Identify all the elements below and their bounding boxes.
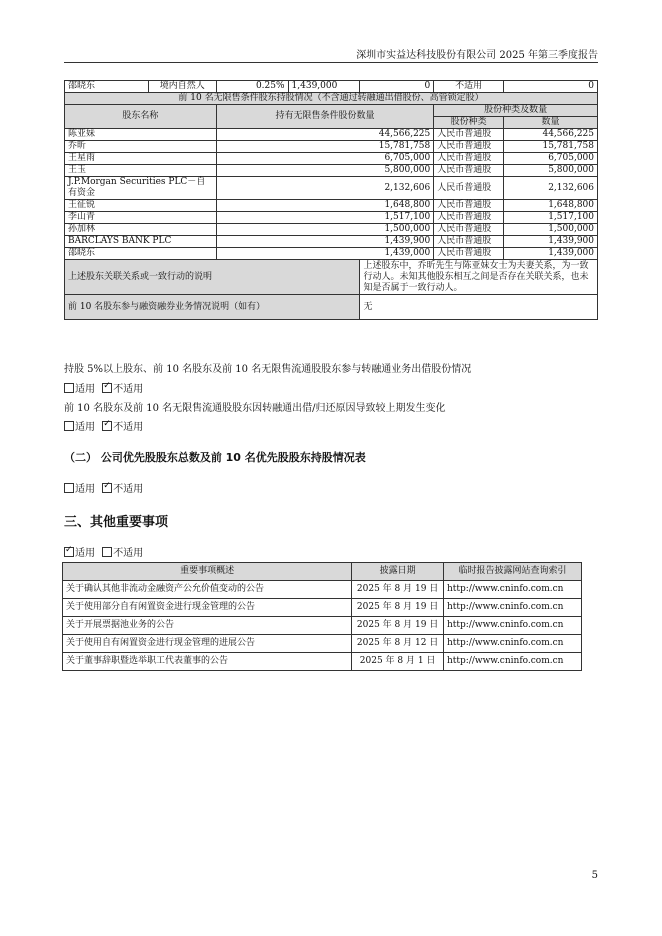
holder-kind-qty: 1,648,800 xyxy=(504,200,598,212)
matter-date: 2025 年 8 月 19 日 xyxy=(352,617,444,635)
table-header-row xyxy=(63,563,582,581)
holder-kind-qty: 5,800,000 xyxy=(504,165,598,177)
matter-url: http://www.cninfo.com.cn xyxy=(444,581,582,599)
section2-options xyxy=(64,480,143,495)
table-row xyxy=(63,581,582,599)
matter-date: 2025 年 8 月 1 日 xyxy=(352,653,444,671)
holder-name: BARCLAYS BANK PLC xyxy=(65,236,217,248)
checkbox-not-applicable-checked xyxy=(102,483,112,493)
section3-title: 三、其他重要事项 xyxy=(64,515,169,530)
table-row xyxy=(63,617,582,635)
holder-kind-qty: 1,439,000 xyxy=(504,248,598,260)
top-row-type: 境内自然人 xyxy=(148,81,216,93)
table-row xyxy=(63,635,582,653)
table-row xyxy=(65,200,598,212)
holder-kind: 人民币普通股 xyxy=(434,248,504,260)
holder-qty: 1,648,800 xyxy=(216,200,434,212)
holder-kind: 人民币普通股 xyxy=(434,129,504,141)
holder-qty: 44,566,225 xyxy=(216,129,434,141)
holder-name: 王征锐 xyxy=(65,200,217,212)
table-row xyxy=(65,260,598,295)
relation-label: 上述股东关联关系或一致行动的说明 xyxy=(65,260,360,295)
top-row-pledged: 0 xyxy=(360,81,434,93)
table-header-row xyxy=(65,105,598,117)
margin-text: 无 xyxy=(360,295,598,320)
holder-kind: 人民币普通股 xyxy=(434,200,504,212)
holder-kind-qty: 1,439,900 xyxy=(504,236,598,248)
matter-url: http://www.cninfo.com.cn xyxy=(444,653,582,671)
table-row xyxy=(65,153,598,165)
top-10-unrestricted-holders-table xyxy=(64,80,598,320)
matter-url: http://www.cninfo.com.cn xyxy=(444,617,582,635)
option-not-applicable: 不适用 xyxy=(113,484,144,495)
header-divider xyxy=(64,62,598,63)
holder-name: 王玉 xyxy=(65,165,217,177)
important-matters-table xyxy=(62,562,582,671)
matter-date: 2025 年 8 月 19 日 xyxy=(352,599,444,617)
page-number: 5 xyxy=(591,870,598,881)
matter-summary: 关于董事辞职暨选举职工代表董事的公告 xyxy=(63,653,352,671)
option-not-applicable: 不适用 xyxy=(113,422,144,433)
matter-date: 2025 年 8 月 12 日 xyxy=(352,635,444,653)
change-note: 前 10 名股东及前 10 名无限售流通股股东因转融通出借/归还原因导致较上期发生变化 xyxy=(64,403,446,414)
holder-name: 乔昕 xyxy=(65,141,217,153)
option-applicable: 适用 xyxy=(75,384,95,395)
option-applicable: 适用 xyxy=(75,548,95,559)
holder-name: 邵晓东 xyxy=(65,248,217,260)
holder-kind: 人民币普通股 xyxy=(434,153,504,165)
relation-text: 上述股东中，乔昕先生与陈亚妹女士为夫妻关系，为一致行动人。未知其他股东相互之间是否存在关联关系，也未知是否属于一致行动人。 xyxy=(360,260,598,295)
matter-url: http://www.cninfo.com.cn xyxy=(444,599,582,617)
holder-name: 王星雨 xyxy=(65,153,217,165)
holder-qty: 6,705,000 xyxy=(216,153,434,165)
table-row xyxy=(65,177,598,200)
table-title-row xyxy=(65,93,598,105)
holder-qty: 2,132,606 xyxy=(216,177,434,200)
table-title: 前 10 名无限售条件股东持股情况（不含通过转融通出借股份、高管锁定股） xyxy=(65,93,598,105)
holder-kind: 人民币普通股 xyxy=(434,165,504,177)
option-applicable: 适用 xyxy=(75,422,95,433)
holder-kind: 人民币普通股 xyxy=(434,212,504,224)
option-applicable: 适用 xyxy=(75,484,95,495)
holder-kind-qty: 1,517,100 xyxy=(504,212,598,224)
option-not-applicable: 不适用 xyxy=(113,384,144,395)
section3-options xyxy=(64,544,143,559)
table-row xyxy=(63,653,582,671)
holder-qty: 1,500,000 xyxy=(216,224,434,236)
holder-name: 李山青 xyxy=(65,212,217,224)
col-summary: 重要事项概述 xyxy=(63,563,352,581)
top-row-status: 不适用 xyxy=(434,81,504,93)
holder-qty: 1,439,000 xyxy=(216,248,434,260)
table-row xyxy=(65,224,598,236)
holder-kind-qty: 44,566,225 xyxy=(504,129,598,141)
change-options xyxy=(64,418,143,433)
checkbox-not-applicable-checked xyxy=(102,383,112,393)
top-row-shares: 1,439,000 xyxy=(288,81,360,93)
report-header-title: 深圳市实益达科技股份有限公司 2025 年第三季度报告 xyxy=(356,50,598,61)
lending-note: 持股 5%以上股东、前 10 名股东及前 10 名无限售流通股股东参与转融通业务出借股份情况 xyxy=(64,364,472,375)
top-row-name: 邵晓东 xyxy=(65,81,149,93)
top-row-status-qty: 0 xyxy=(504,81,598,93)
table-row xyxy=(65,81,598,93)
col-kind-qty: 数量 xyxy=(504,117,598,129)
holder-kind: 人民币普通股 xyxy=(434,141,504,153)
col-kind: 股份种类 xyxy=(434,117,504,129)
table-row xyxy=(65,295,598,320)
table-row xyxy=(65,165,598,177)
margin-label: 前 10 名股东参与融资融券业务情况说明（如有） xyxy=(65,295,360,320)
matter-summary: 关于确认其他非流动金融资产公允价值变动的公告 xyxy=(63,581,352,599)
matter-summary: 关于开展票据池业务的公告 xyxy=(63,617,352,635)
holder-kind-qty: 1,500,000 xyxy=(504,224,598,236)
matter-date: 2025 年 8 月 19 日 xyxy=(352,581,444,599)
matter-summary: 关于使用自有闲置资金进行现金管理的进展公告 xyxy=(63,635,352,653)
holder-kind-qty: 15,781,758 xyxy=(504,141,598,153)
checkbox-not-applicable-checked xyxy=(102,421,112,431)
table-row xyxy=(65,129,598,141)
holder-name: 陈亚妹 xyxy=(65,129,217,141)
holder-name: 孙加林 xyxy=(65,224,217,236)
col-index: 临时报告披露网站查询索引 xyxy=(444,563,582,581)
table-row xyxy=(65,236,598,248)
checkbox-applicable-checked xyxy=(64,547,74,557)
table-row xyxy=(65,248,598,260)
option-not-applicable: 不适用 xyxy=(113,548,144,559)
top-row-pct: 0.25% xyxy=(216,81,288,93)
checkbox-applicable xyxy=(64,421,74,431)
matter-summary: 关于使用部分自有闲置资金进行现金管理的公告 xyxy=(63,599,352,617)
lending-options xyxy=(64,380,143,395)
table-row xyxy=(63,599,582,617)
holder-qty: 5,800,000 xyxy=(216,165,434,177)
holder-kind-qty: 2,132,606 xyxy=(504,177,598,200)
col-kind-group: 股份种类及数量 xyxy=(434,105,598,117)
matter-url: http://www.cninfo.com.cn xyxy=(444,635,582,653)
col-holder-name: 股东名称 xyxy=(65,105,217,129)
holder-qty: 15,781,758 xyxy=(216,141,434,153)
holder-kind: 人民币普通股 xyxy=(434,224,504,236)
col-unrestricted-qty: 持有无限售条件股份数量 xyxy=(216,105,434,129)
holder-qty: 1,439,900 xyxy=(216,236,434,248)
holder-kind: 人民币普通股 xyxy=(434,236,504,248)
holder-kind-qty: 6,705,000 xyxy=(504,153,598,165)
holder-name: J.P.Morgan Securities PLC－自有资金 xyxy=(65,177,217,200)
checkbox-applicable xyxy=(64,383,74,393)
table-row xyxy=(65,212,598,224)
holder-qty: 1,517,100 xyxy=(216,212,434,224)
section2-title: （二） 公司优先股股东总数及前 10 名优先股股东持股情况表 xyxy=(64,451,366,464)
holder-kind: 人民币普通股 xyxy=(434,177,504,200)
checkbox-not-applicable xyxy=(102,547,112,557)
table-row xyxy=(65,141,598,153)
checkbox-applicable xyxy=(64,483,74,493)
col-date: 披露日期 xyxy=(352,563,444,581)
